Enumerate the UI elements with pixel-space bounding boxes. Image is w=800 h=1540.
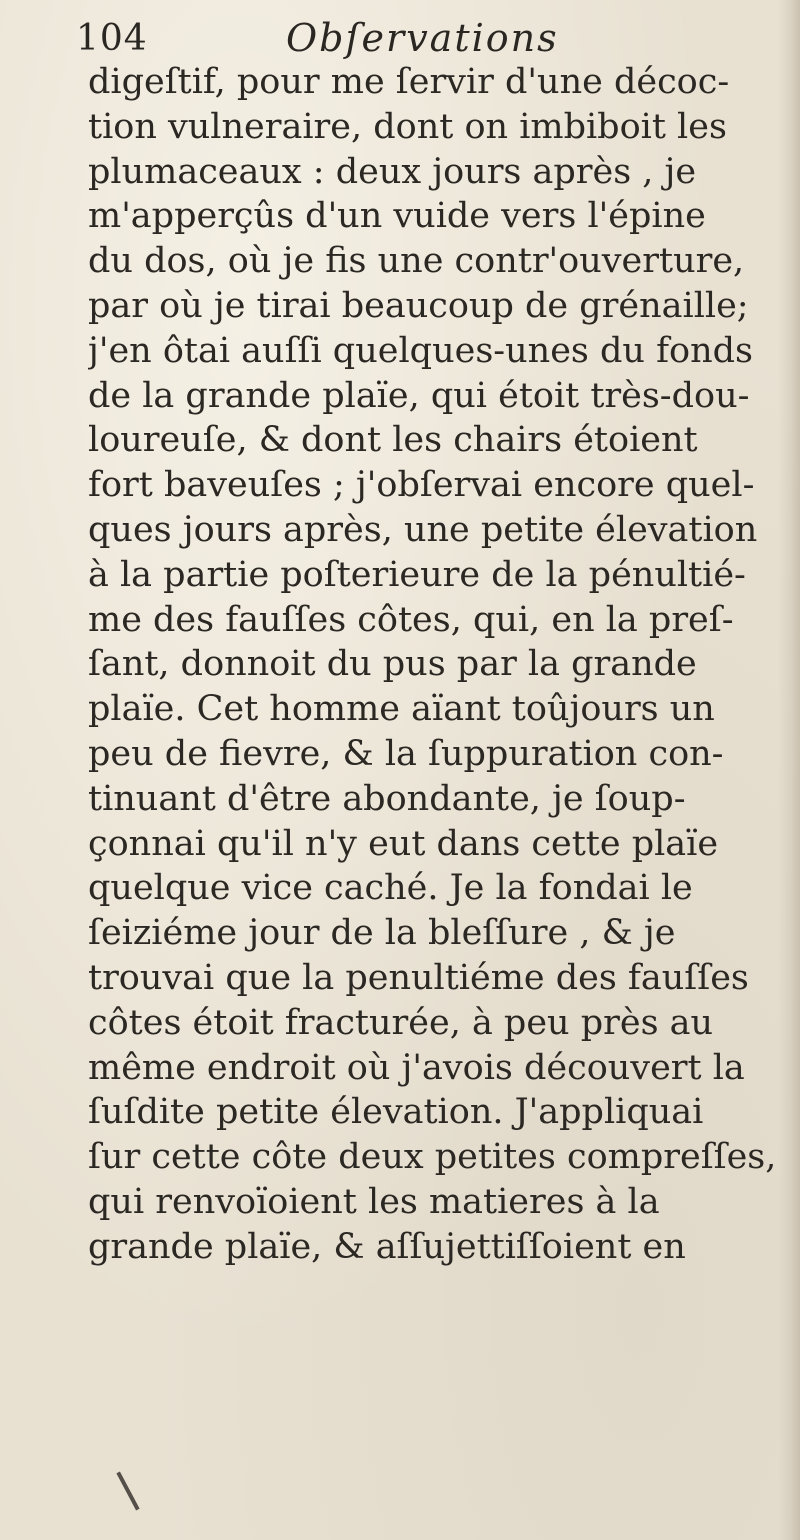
text-line: tion vulneraire, dont on imbiboit les bbox=[88, 106, 727, 147]
text-line: qui renvoïoient les matieres à la bbox=[88, 1181, 660, 1222]
text-line: me des fauſſes côtes, qui, en la preſ- bbox=[88, 599, 734, 640]
running-title: Obſervations bbox=[286, 16, 559, 60]
text-line: ſur cette côte deux petites compreſſes, bbox=[88, 1137, 777, 1178]
text-line: loureuſe, & dont les chairs étoient bbox=[88, 420, 698, 461]
text-line: plaïe. Cet homme aïant toûjours un bbox=[88, 689, 715, 730]
text-line: digeſtif, pour me ſervir d'une décoc- bbox=[88, 62, 730, 102]
text-line: grande plaïe, & aſſujettiſſoient en bbox=[88, 1226, 686, 1267]
text-line: du dos, où je fis une contr'ouverture, bbox=[88, 241, 745, 282]
text-line: m'apperçûs d'un vuide vers l'épine bbox=[88, 196, 706, 237]
text-line: à la partie poſterieure de la pénultié- bbox=[88, 554, 746, 595]
text-line: fort baveuſes ; j'obſervai encore quel- bbox=[88, 465, 755, 506]
text-line: même endroit où j'avois découvert la bbox=[88, 1047, 745, 1088]
text-line: de la grande plaïe, qui étoit très-dou- bbox=[88, 375, 750, 416]
page-header bbox=[0, 10, 800, 66]
text-line: trouvai que la penultiéme des fauſſes bbox=[88, 957, 749, 998]
text-line: quelque vice caché. Je la fondai le bbox=[88, 868, 693, 909]
text-line: tinuant d'être abondante, je ſoup- bbox=[88, 778, 686, 819]
ink-stroke-mark bbox=[116, 1472, 139, 1511]
text-line: ſeiziéme jour de la bleſſure , & je bbox=[88, 913, 676, 954]
text-line: çonnai qu'il n'y eut dans cette plaïe bbox=[88, 823, 719, 864]
text-line: par où je tirai beaucoup de grénaille; bbox=[88, 285, 749, 326]
text-line: j'en ôtai auſſi quelques-unes du fonds bbox=[88, 330, 753, 371]
text-line: ques jours après, une petite élevation bbox=[88, 509, 758, 550]
body-text bbox=[88, 60, 788, 1270]
text-line: côtes étoit fracturée, à peu près au bbox=[88, 1002, 714, 1043]
text-line: ſuſdite petite élevation. J'appliquai bbox=[88, 1092, 704, 1133]
text-line: plumaceaux : deux jours après , je bbox=[88, 151, 697, 192]
text-line: ſant, donnoit du pus par la grande bbox=[88, 644, 697, 685]
text-line: peu de fievre, & la ſuppuration con- bbox=[88, 733, 724, 774]
page-number: 104 bbox=[76, 18, 148, 59]
